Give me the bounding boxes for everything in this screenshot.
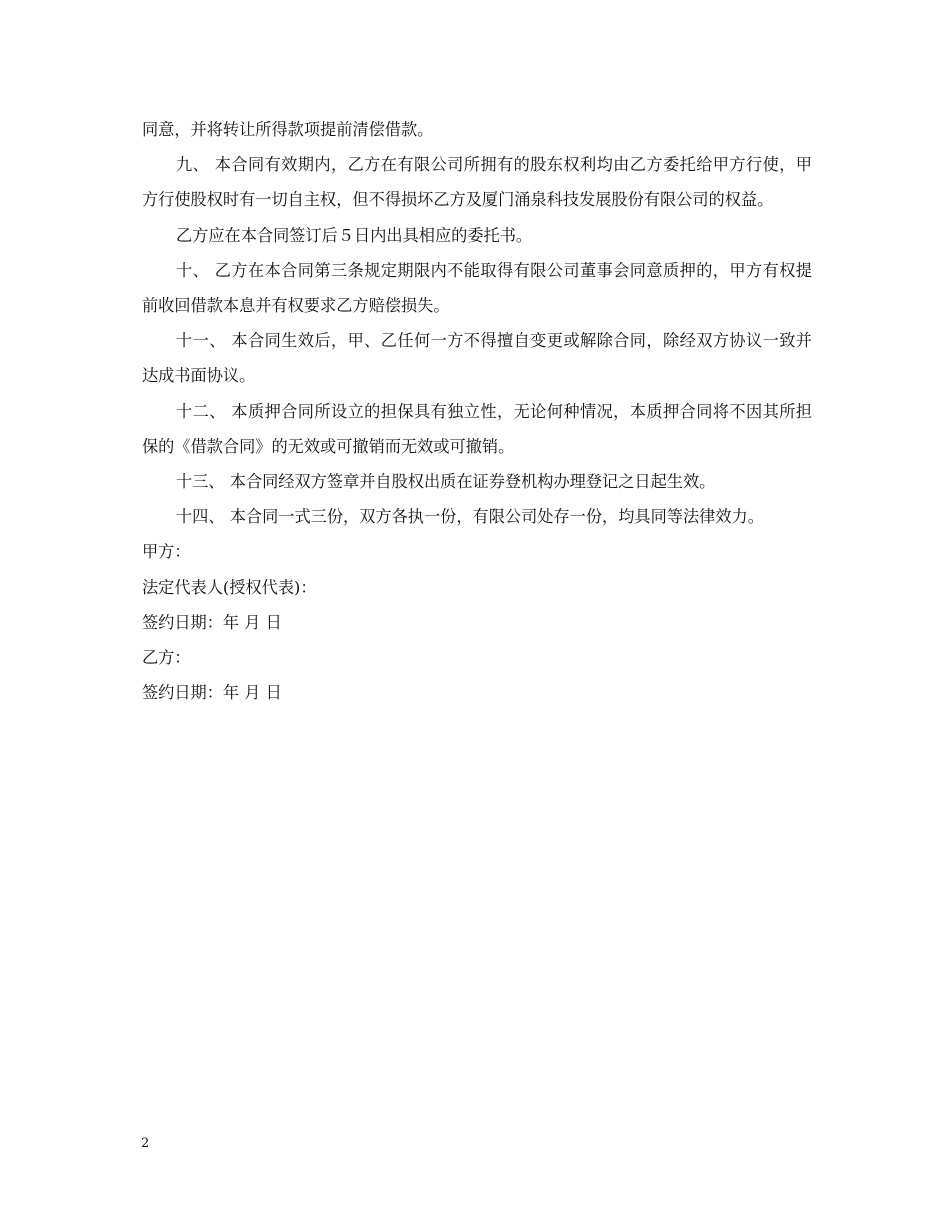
party-a-label: 甲方： bbox=[142, 542, 191, 562]
party-b-label: 乙方： bbox=[142, 648, 191, 668]
signing-date-b: 签约日期：年 月 日 bbox=[142, 683, 282, 703]
paragraph-continuation: 同意，并将转让所得款项提前清偿借款。 bbox=[142, 120, 434, 139]
page-number: 2 bbox=[141, 1136, 150, 1151]
clause-13: 十三、 本合同经双方签章并自股权出质在证券登机构办理登记之日起生效。 bbox=[176, 472, 716, 492]
clause-12: 十二、 本质押合同所设立的担保具有独立性，无论何种情况，本质押合同将不因其所担保的《借款合同》的无效或可撤销而无效或可撤销。 bbox=[142, 401, 812, 456]
legal-representative-label: 法定代表人(授权代表)： bbox=[142, 577, 317, 597]
clause-9: 九、 本合同有效期内，乙方在有限公司所拥有的股东权利均由乙方委托给甲方行使，甲方行使股权时有一切自主权，但不得损坏乙方及厦门涌泉科技发展股份有限公司的权益。 bbox=[142, 155, 812, 210]
clause-10: 十、 乙方在本合同第三条规定期限内不能取得有限公司董事会同意质押的，甲方有权提前收回借款本息并有权要求乙方赔偿损失。 bbox=[142, 260, 812, 316]
clause-14: 十四、 本合同一式三份，双方各执一份，有限公司处存一份，均具同等法律效力。 bbox=[176, 507, 764, 527]
clause-9-note: 乙方应在本合同签订后５日内出具相应的委托书。 bbox=[176, 225, 533, 245]
contract-body bbox=[142, 112, 812, 710]
clause-11: 十一、 本合同生效后，甲、乙任何一方不得擅自变更或解除合同，除经双方协议一致并达成书面协议。 bbox=[142, 331, 812, 386]
signing-date-a: 签约日期：年 月 日 bbox=[142, 612, 282, 632]
signature-block bbox=[142, 534, 812, 710]
